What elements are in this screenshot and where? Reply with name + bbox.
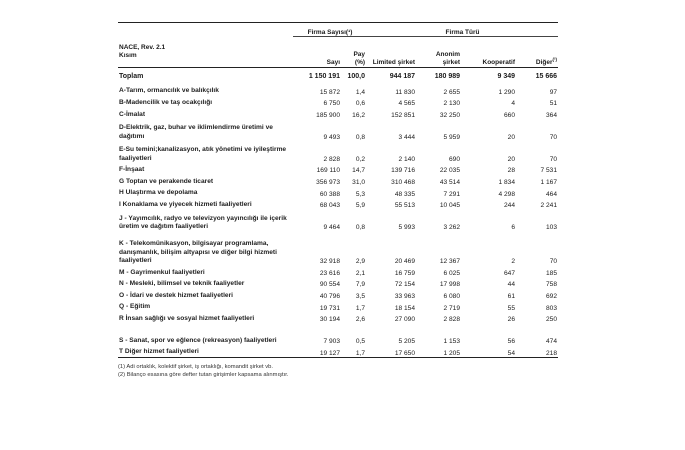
cell-pay: 2,6 <box>355 316 366 324</box>
cell-diger: 70 <box>549 258 558 266</box>
cell-diger: 218 <box>516 345 558 357</box>
row-label: R İnsan sağlığı ve sosyal hizmet faaliyetleri <box>119 314 255 322</box>
row-label: O - İdari ve destek hizmet faaliyetleri <box>119 291 233 299</box>
cell-kooperatif: 54 <box>461 345 516 357</box>
cell-pay: 1,4 <box>355 88 366 96</box>
cell-anonim: 5 959 <box>443 133 461 141</box>
row-label: G Toptan ve perakende ticaret <box>119 177 214 185</box>
cell-diger: 70 <box>549 133 558 141</box>
cell-anonim: 7 291 <box>443 190 461 198</box>
cell-sayi: 30 194 <box>319 316 340 324</box>
table-row <box>118 84 558 96</box>
group-header-firm-count: Firma Sayısı(¹) <box>293 23 366 37</box>
cell-anonim: 3 262 <box>443 224 461 232</box>
table-row <box>118 174 558 186</box>
row-label: H Ulaştırma ve depolama <box>119 189 198 197</box>
table-row <box>118 141 558 163</box>
cell-kooperatif: 1 834 <box>498 178 516 186</box>
column-header-diger-note: (²) <box>552 57 558 63</box>
cell-limited: 11 830 <box>395 88 416 96</box>
column-header-kooperatif: Kooperatif <box>461 37 516 68</box>
column-header-pay: Pay (%) <box>341 37 366 68</box>
cell-pay: 16,2 <box>352 111 366 119</box>
cell-sayi: 40 796 <box>319 292 340 300</box>
cell-limited: 139 716 <box>391 167 416 175</box>
cell-anonim: 12 367 <box>439 258 461 266</box>
cell-pay: 3,5 <box>355 292 366 300</box>
cell-kooperatif: 1 290 <box>498 88 516 96</box>
footnote-2: (2) Bilanço esasına göre defter tutan girişimler kapsama alınmıştır. <box>118 372 289 379</box>
cell-sayi: 19 127 <box>293 345 341 357</box>
cell-sayi: 9 493 <box>323 133 340 141</box>
table-body <box>118 68 558 358</box>
cell-kooperatif: 44 <box>507 281 516 289</box>
total-pay: 100,0 <box>347 72 366 80</box>
cell-anonim: 2 130 <box>443 100 461 108</box>
cell-kooperatif: 55 <box>507 304 516 312</box>
cell-pay: 5,9 <box>355 202 366 210</box>
cell-pay: 31,0 <box>352 178 366 186</box>
row-label: J - Yayımcılık, radyo ve televizyon yayıncılığı ile içerik üretim ve dağıtım faaliyetleri <box>119 214 287 230</box>
row-label: S - Sanat, spor ve eğlence (rekreasyon) faaliyetleri <box>119 336 277 344</box>
footnote-1: (1) Adi ortaklık, kolektif şirket, iş ortaklığı, komandit şirket vb. <box>118 363 273 370</box>
cell-pay: 5,3 <box>355 190 366 198</box>
cell-kooperatif: 61 <box>507 292 516 300</box>
table-row <box>118 231 558 265</box>
cell-limited: 17 650 <box>366 345 416 357</box>
cell-anonim: 10 045 <box>439 202 461 210</box>
cell-pay: 7,9 <box>355 281 366 289</box>
row-label: T Diğer hizmet faaliyetleri <box>118 345 293 357</box>
cell-kooperatif: 2 <box>511 258 516 266</box>
table-row <box>118 163 558 175</box>
cell-diger: 464 <box>546 190 558 198</box>
cell-sayi: 7 903 <box>323 338 340 346</box>
row-label: B-Madencilik ve taş ocakçılığı <box>119 98 213 106</box>
cell-anonim: 1 205 <box>416 345 461 357</box>
cell-limited: 152 851 <box>391 111 416 119</box>
cell-diger: 1 167 <box>540 178 558 186</box>
cell-limited: 3 444 <box>398 133 416 141</box>
cell-kooperatif: 20 <box>507 155 516 163</box>
table-row <box>118 107 558 119</box>
table-row <box>118 198 558 210</box>
cell-kooperatif: 56 <box>507 338 516 346</box>
firm-statistics-table <box>118 22 558 358</box>
group-header-row <box>118 23 558 37</box>
table-row <box>118 345 558 357</box>
cell-limited: 55 513 <box>394 202 416 210</box>
table-row <box>118 209 558 231</box>
cell-kooperatif: 26 <box>507 316 516 324</box>
cell-kooperatif: 4 <box>511 100 516 108</box>
cell-anonim: 6 080 <box>443 292 461 300</box>
table-header <box>118 23 558 68</box>
table-row <box>118 323 558 345</box>
column-header-diger <box>516 37 558 68</box>
cell-sayi: 90 554 <box>319 281 340 289</box>
group-header-firm-type: Firma Türü <box>366 23 558 37</box>
footnotes <box>118 363 558 380</box>
cell-pay: 14,7 <box>352 167 366 175</box>
cell-sayi: 23 616 <box>319 269 340 277</box>
row-label: D-Elektrik, gaz, buhar ve iklimlendirme üretimi ve dağıtımı <box>119 124 273 140</box>
cell-pay: 1,7 <box>355 304 366 312</box>
row-label: M - Gayrimenkul faaliyetleri <box>119 268 205 276</box>
cell-limited: 5 205 <box>398 338 416 346</box>
cell-kooperatif: 244 <box>504 202 516 210</box>
cell-kooperatif: 20 <box>507 133 516 141</box>
cell-anonim: 2 655 <box>443 88 461 96</box>
column-header-row <box>118 37 558 68</box>
total-row <box>118 68 558 85</box>
cell-limited: 2 140 <box>398 155 416 163</box>
total-sayi: 1 150 191 <box>308 72 340 80</box>
cell-diger: 70 <box>549 155 558 163</box>
table-row <box>118 288 558 300</box>
cell-sayi: 19 731 <box>319 304 340 312</box>
cell-pay: 2,1 <box>355 269 366 277</box>
cell-diger: 803 <box>546 304 558 312</box>
cell-sayi: 6 750 <box>323 100 340 108</box>
cell-limited: 16 759 <box>394 269 416 277</box>
cell-anonim: 6 025 <box>443 269 461 277</box>
cell-anonim: 2 828 <box>443 316 461 324</box>
row-label: N - Mesleki, bilimsel ve teknik faaliyetler <box>119 280 245 288</box>
cell-pay: 0,8 <box>355 133 366 141</box>
cell-limited: 33 963 <box>394 292 416 300</box>
cell-diger: 185 <box>546 269 558 277</box>
column-header-diger-label: Diğer <box>535 59 553 67</box>
cell-sayi: 9 464 <box>323 224 340 232</box>
cell-pay: 0,5 <box>355 338 366 346</box>
cell-diger: 250 <box>546 316 558 324</box>
cell-diger: 7 531 <box>540 167 558 175</box>
cell-kooperatif: 660 <box>504 111 516 119</box>
row-header-line1: NACE, Rev. 2.1 <box>119 43 166 51</box>
row-label: I Konaklama ve yiyecek hizmeti faaliyetleri <box>119 200 252 208</box>
row-header-line2: Kısım <box>119 51 137 59</box>
cell-limited: 18 154 <box>394 304 416 312</box>
cell-diger: 758 <box>546 281 558 289</box>
cell-diger: 103 <box>546 224 558 232</box>
column-header-limited: Limited şirket <box>366 37 416 68</box>
cell-pay: 0,6 <box>355 100 366 108</box>
cell-pay: 0,8 <box>355 224 366 232</box>
cell-sayi: 185 900 <box>316 111 340 119</box>
cell-kooperatif: 28 <box>507 167 516 175</box>
cell-diger: 51 <box>549 100 558 108</box>
row-label: Q - Eğitim <box>119 303 151 311</box>
cell-limited: 48 335 <box>394 190 416 198</box>
cell-anonim: 1 153 <box>443 338 461 346</box>
cell-diger: 2 241 <box>540 202 558 210</box>
row-header <box>118 37 293 68</box>
total-kooperatif: 9 349 <box>497 72 516 80</box>
group-header-blank <box>118 23 293 37</box>
cell-limited: 72 154 <box>394 281 416 289</box>
cell-sayi: 356 973 <box>316 178 340 186</box>
table-row <box>118 265 558 277</box>
table-row <box>118 312 558 324</box>
total-diger: 15 666 <box>535 72 558 80</box>
cell-pay: 0,2 <box>355 155 366 163</box>
cell-limited: 5 993 <box>398 224 416 232</box>
row-label: A-Tarım, ormancılık ve balıkçılık <box>119 87 219 95</box>
cell-anonim: 17 998 <box>439 281 461 289</box>
cell-pay: 1,7 <box>341 345 366 357</box>
cell-sayi: 68 043 <box>319 202 340 210</box>
cell-diger: 97 <box>549 88 558 96</box>
cell-kooperatif: 6 <box>511 224 516 232</box>
cell-kooperatif: 4 298 <box>498 190 516 198</box>
cell-sayi: 60 388 <box>319 190 340 198</box>
cell-anonim: 32 250 <box>439 111 461 119</box>
total-anonim: 180 989 <box>434 72 461 80</box>
statistics-document <box>118 22 558 380</box>
table-row <box>118 277 558 289</box>
cell-anonim: 22 035 <box>439 167 461 175</box>
cell-pay: 2,9 <box>355 258 366 266</box>
cell-limited: 27 090 <box>394 316 416 324</box>
cell-limited: 310 468 <box>391 178 416 186</box>
cell-diger: 364 <box>546 111 558 119</box>
cell-limited: 20 469 <box>394 258 416 266</box>
table-row <box>118 300 558 312</box>
row-label: K - Telekomünikasyon, bilgisayar programlama, danışmanlık, bilişim altyapısı ve diğer bilgi hizmeti faaliyetleri <box>119 240 277 264</box>
cell-anonim: 2 719 <box>443 304 461 312</box>
cell-sayi: 15 872 <box>319 88 340 96</box>
cell-anonim: 43 514 <box>439 178 461 186</box>
cell-sayi: 169 110 <box>316 167 340 175</box>
row-label: C-İmalat <box>119 110 146 118</box>
row-label: F-İnşaat <box>119 166 145 174</box>
cell-sayi: 2 828 <box>323 155 340 163</box>
column-header-sayi: Sayı <box>293 37 341 68</box>
table-row <box>118 96 558 108</box>
table-row <box>118 186 558 198</box>
total-label: Toplam <box>119 72 144 80</box>
cell-limited: 4 565 <box>398 100 416 108</box>
column-header-anonim: Anonim şirket <box>416 37 461 68</box>
total-limited: 944 187 <box>389 72 416 80</box>
cell-diger: 692 <box>546 292 558 300</box>
cell-kooperatif: 647 <box>504 269 516 277</box>
cell-diger: 474 <box>546 338 558 346</box>
cell-sayi: 32 918 <box>319 258 340 266</box>
cell-anonim: 690 <box>449 155 461 163</box>
row-label: E-Su temini;kanalizasyon, atık yönetimi ve iyileştirme faaliyetleri <box>119 146 287 162</box>
table-row <box>118 119 558 141</box>
